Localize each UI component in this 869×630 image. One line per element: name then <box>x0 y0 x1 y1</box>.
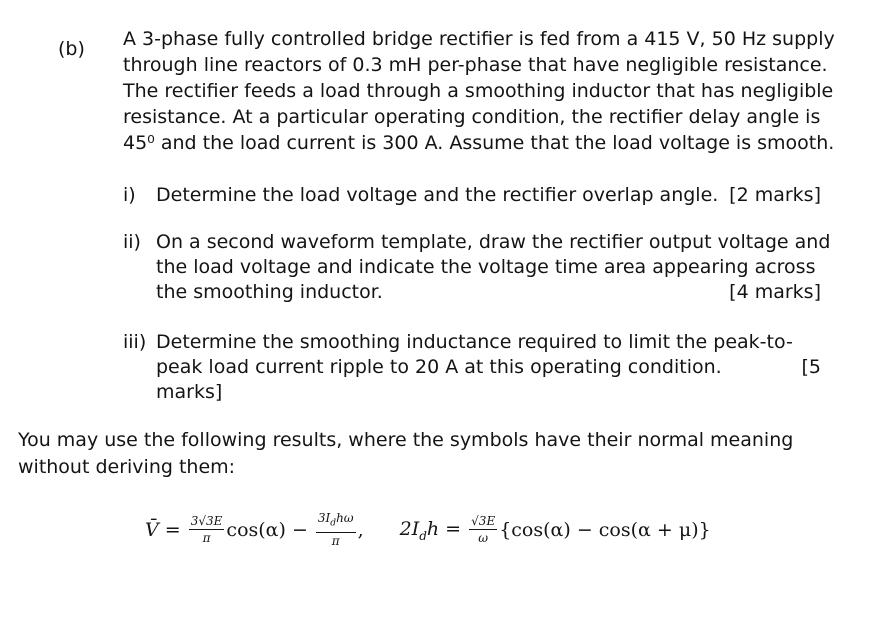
vbar-symbol: V̄ = <box>145 519 181 541</box>
part-text: Determine the smoothing inductance required to limit the peak-to- <box>156 331 793 353</box>
question-label: (b) <box>58 38 85 60</box>
intro-line: The rectifier feeds a load through a smoothing inductor that has negligible <box>123 80 834 102</box>
intro-line: resistance. At a particular operating condition, the rectifier delay angle is <box>123 106 821 128</box>
note-line: You may use the following results, where the symbols have their normal meaning <box>18 429 794 451</box>
intro-line: 45⁰ and the load current is 300 A. Assume that the load voltage is smooth. <box>123 132 835 154</box>
fraction-numerator: 3√3E <box>190 514 223 528</box>
fraction-denominator: ω <box>478 531 489 545</box>
fraction-denominator: π <box>202 531 211 545</box>
fraction <box>469 514 497 546</box>
part-marks: [4 marks] <box>729 281 821 303</box>
part-marks: [5 <box>801 356 821 378</box>
part-text: peak load current ripple to 20 A at this operating condition. <box>156 356 722 378</box>
part-number: iii) <box>123 331 147 353</box>
intro-line: through line reactors of 0.3 mH per-phase that have negligible resistance. <box>123 54 828 76</box>
part-text: the smoothing inductor. <box>156 281 383 303</box>
part-text: marks] <box>156 381 223 403</box>
question-intro <box>123 26 835 156</box>
comma: , <box>357 519 364 541</box>
fraction-numerator: $3I_dh\omega$ <box>316 511 356 532</box>
part-text: Determine the load voltage and the rectifier overlap angle. <box>156 184 719 206</box>
note-line: without deriving them: <box>18 456 236 478</box>
cos-term: cos(α) − <box>226 519 308 541</box>
part-marks: [2 marks] <box>729 184 821 206</box>
equations <box>145 505 765 555</box>
lhs-term: $2I_dh$ = <box>399 517 462 543</box>
part-body <box>156 330 821 405</box>
part-body <box>156 183 821 208</box>
part-text: the load voltage and indicate the voltage time area appearing across <box>156 256 816 278</box>
results-note <box>18 427 828 481</box>
fraction <box>189 514 225 546</box>
part-body <box>156 230 831 305</box>
part-number: ii) <box>123 231 141 253</box>
rhs-term: {cos(α) − cos(α + μ)} <box>499 519 711 541</box>
part-text: On a second waveform template, draw the rectifier output voltage and <box>156 231 831 253</box>
intro-line: A 3-phase fully controlled bridge rectifier is fed from a 415 V, 50 Hz supply <box>123 28 835 50</box>
fraction-numerator: √3E <box>471 514 496 528</box>
fraction-denominator: π <box>331 533 340 548</box>
fraction <box>316 511 356 548</box>
part-number: i) <box>123 184 136 206</box>
